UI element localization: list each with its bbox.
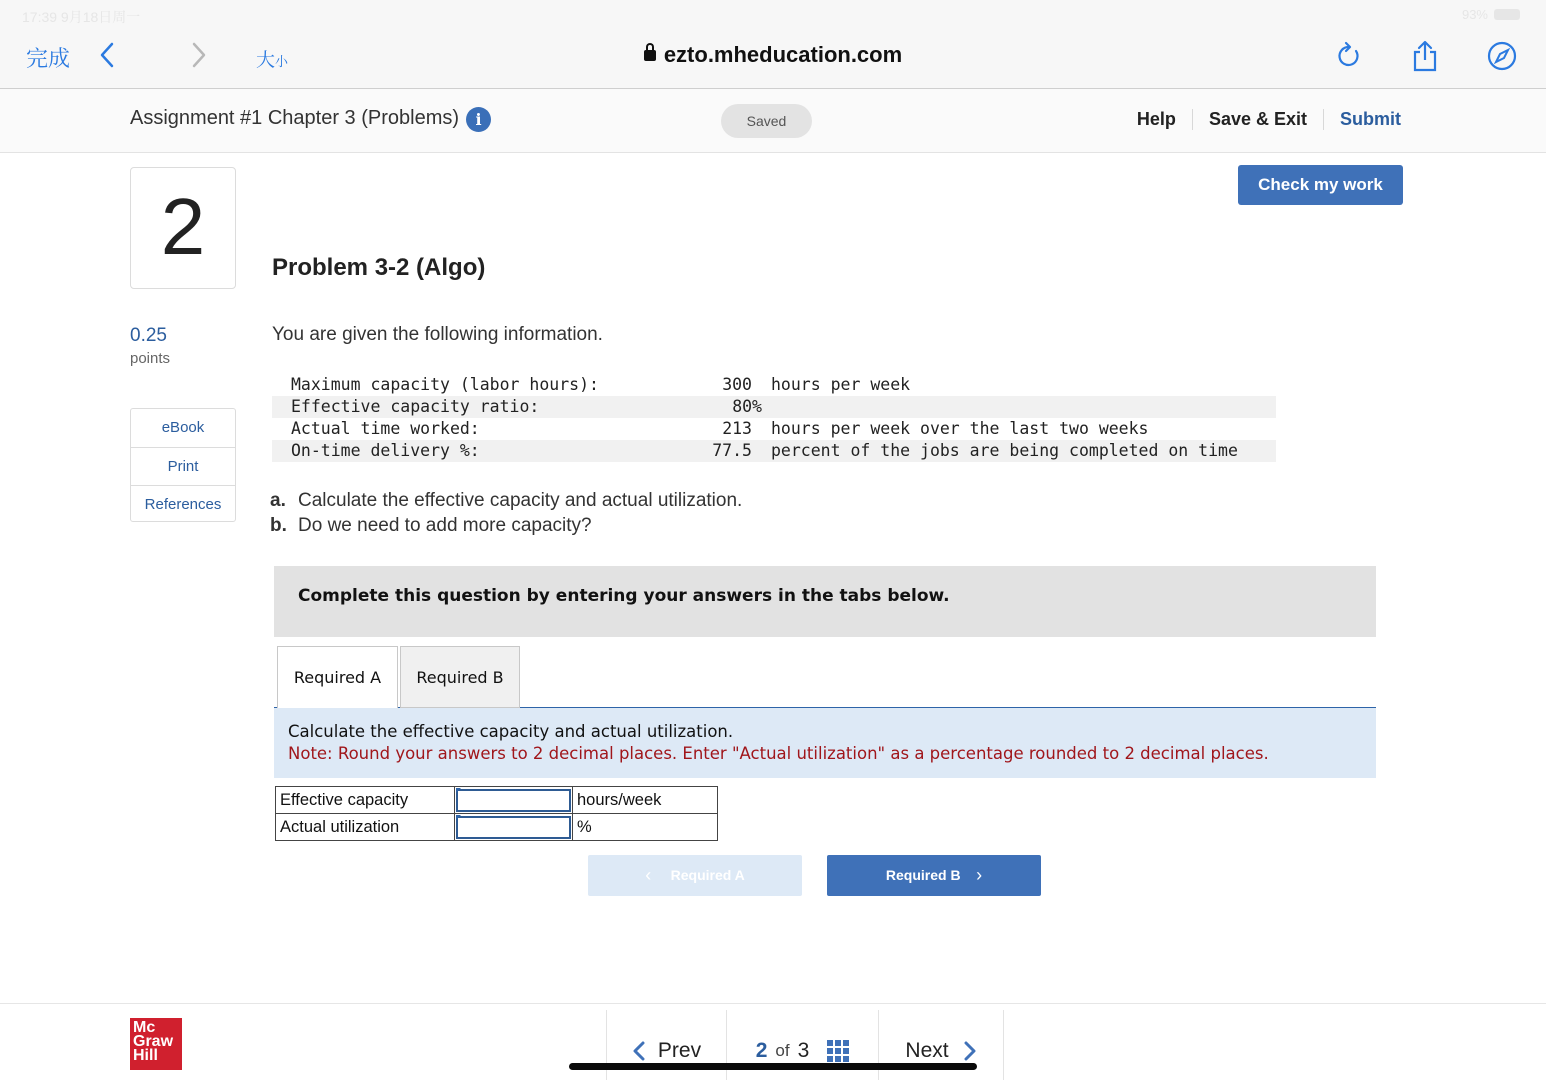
table-row [276,787,718,814]
table-row [276,814,718,841]
info-icon[interactable]: i [466,107,491,132]
address-bar[interactable] [0,42,1546,68]
save-exit-link[interactable]: Save & Exit [1192,109,1323,130]
next-tab-label: Required B [885,867,961,883]
resource-links [130,408,236,522]
status-indicators [1462,7,1520,22]
answer-label: Effective capacity [276,787,455,814]
url-text: ezto.mheducation.com [663,42,903,67]
info-unit: percent of the jobs are being completed on time [771,441,1238,460]
panel-note: Note: Round your answers to 2 decimal places. Enter "Actual utilization" as a percentage rounded to 2 decimal places. [288,744,1269,763]
answer-table [275,786,718,841]
part-a [270,488,742,513]
next-tab-button[interactable] [827,855,1041,896]
done-button[interactable]: 完成 [26,46,71,71]
question-parts [270,488,742,538]
submit-link[interactable]: Submit [1323,109,1401,130]
next-label: Next [905,1039,949,1062]
instruction-text: Complete this question by entering your answers in the tabs below. [298,586,950,606]
references-link[interactable]: References [131,485,235,521]
info-value: 300 [722,375,752,394]
logo-line: Graw [133,1033,174,1050]
answer-unit: hours/week [573,787,718,814]
cell-flag [456,815,461,820]
of-label: of [775,1041,790,1060]
info-label: Actual time worked: [291,419,480,438]
battery-icon [1494,9,1520,20]
compass-icon[interactable] [1487,40,1517,72]
points-value: 0.25 [130,325,167,346]
saved-status-badge: Saved [721,104,812,138]
info-row [272,396,1276,418]
actual-utilization-input[interactable] [456,816,571,839]
info-label: Maximum capacity (labor hours): [291,375,599,394]
tab-panel [274,708,1376,778]
total-pages: 3 [797,1039,810,1062]
info-value: 77.5 [712,441,752,460]
home-indicator [569,1063,977,1070]
status-time: 17:39 9月18日周一 [22,9,141,25]
reload-icon[interactable] [1334,40,1364,72]
given-info-table [272,374,1276,462]
answer-label: Actual utilization [276,814,455,841]
assignment-header [0,89,1546,153]
info-label: Effective capacity ratio: [291,397,540,416]
points-label: points [130,350,171,367]
mcgraw-hill-logo [130,1018,182,1070]
info-unit: hours per week [771,375,911,394]
info-value: 213 [722,419,752,438]
answer-cell [455,787,573,814]
problem-intro: You are given the following information. [272,324,603,345]
current-page: 2 [755,1039,768,1062]
grid-icon [827,1040,849,1062]
logo-line: Mc [133,1019,156,1036]
part-letter: b. [270,515,287,536]
ebook-link[interactable]: eBook [161,419,205,436]
footer-divider [0,1003,1546,1004]
question-number: 2 [130,167,236,289]
prev-tab-button[interactable] [588,855,802,896]
text-size-big: 大 [256,50,276,71]
battery-percent: 93% [1461,7,1488,22]
info-row [272,418,1276,440]
answer-unit: % [573,814,718,841]
prev-label: Prev [657,1039,702,1062]
info-label: On-time delivery %: [291,441,480,460]
chevron-right-icon: › [976,865,983,885]
part-b [270,513,742,538]
tab-required-b[interactable]: Required B [400,646,520,708]
logo-line: Hill [133,1047,158,1064]
header-actions [1121,109,1401,130]
chevron-right-icon [963,1041,977,1061]
part-text: Calculate the effective capacity and actual utilization. [298,490,743,511]
help-link[interactable]: Help [1136,109,1176,129]
chevron-left-icon [632,1041,646,1061]
instruction-banner [274,566,1376,637]
print-link[interactable]: Print [131,447,235,485]
part-letter: a. [270,490,286,511]
cell-flag [456,788,461,793]
info-unit: hours per week over the last two weeks [771,419,1149,438]
text-size-small: 小 [275,54,289,69]
browser-toolbar [0,0,1546,89]
effective-capacity-input[interactable] [456,789,571,812]
assignment-title: Assignment #1 Chapter 3 (Problems) [130,107,460,129]
lock-icon [644,50,656,61]
info-row [272,440,1276,462]
tab-required-a[interactable]: Required A [277,646,398,709]
answer-tabs [274,646,1376,708]
prev-tab-label: Required A [670,867,745,883]
problem-title: Problem 3-2 (Algo) [272,254,486,281]
info-value: 80% [732,397,762,416]
panel-instruction: Calculate the effective capacity and actual utilization. [288,722,734,741]
info-row [272,374,1276,396]
answer-cell [455,814,573,841]
part-text: Do we need to add more capacity? [298,515,592,536]
check-my-work-button[interactable]: Check my work [1238,165,1403,205]
share-icon[interactable] [1410,40,1440,72]
chevron-left-icon: ‹ [645,865,652,885]
